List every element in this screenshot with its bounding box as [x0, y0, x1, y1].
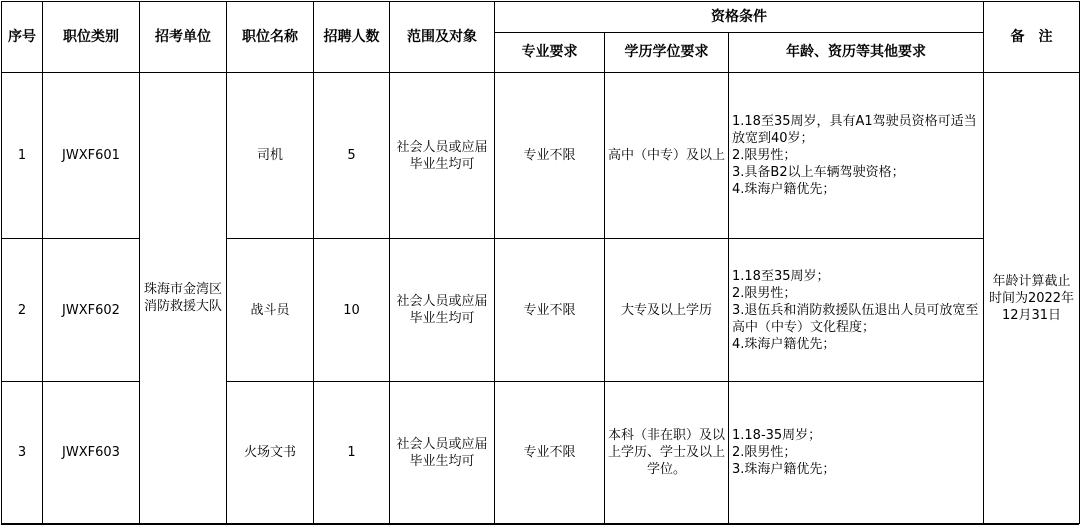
requirement-line: 1.18至35周岁，具有A1驾驶员资格可适当放宽到40岁； [732, 114, 977, 146]
table-row [2, 73, 1080, 239]
requirement-line: 2.限男性； [732, 148, 797, 163]
table-bottom-divider [1, 524, 1079, 525]
cell-scope: 社会人员或应届毕业生均可 [390, 382, 495, 524]
cell-major: 专业不限 [495, 73, 605, 239]
header-other: 年龄、资历等其他要求 [729, 33, 984, 73]
requirement-line: 1.18-35周岁； [732, 428, 822, 443]
cell-other [729, 382, 984, 524]
requirement-line: 3.具备B2以上车辆驾驶资格； [732, 165, 905, 180]
cell-scope: 社会人员或应届毕业生均可 [390, 239, 495, 382]
recruitment-table [1, 1, 1080, 524]
header-category: 职位类别 [43, 2, 140, 73]
cell-count: 10 [314, 239, 390, 382]
cell-position: 火场文书 [227, 382, 314, 524]
requirement-line: 2.限男性； [732, 445, 797, 460]
cell-seq: 2 [2, 239, 43, 382]
header-qualifications: 资格条件 [495, 2, 984, 33]
requirement-line: 4.珠海户籍优先； [732, 336, 836, 352]
cell-position: 战斗员 [227, 239, 314, 382]
cell-count: 5 [314, 73, 390, 239]
cell-other [729, 239, 984, 382]
cell-count: 1 [314, 382, 390, 524]
header-education: 学历学位要求 [605, 33, 729, 73]
header-position: 职位名称 [227, 2, 314, 73]
requirement-line: 3.珠海户籍优先； [732, 462, 836, 477]
cell-major: 专业不限 [495, 382, 605, 524]
cell-position: 司机 [227, 73, 314, 239]
requirement-line: 2.限男性； [732, 285, 797, 301]
cell-seq: 3 [2, 382, 43, 524]
header-scope: 范围及对象 [390, 2, 495, 73]
header-notes: 备 注 [984, 2, 1080, 73]
header-major: 专业要求 [495, 33, 605, 73]
header-count: 招聘人数 [314, 2, 390, 73]
cell-education: 本科（非在职）及以上学历、学士及以上学位。 [605, 382, 729, 524]
cell-category: JWXF601 [43, 73, 140, 239]
cell-notes: 年龄计算截止时间为2022年12月31日 [984, 73, 1080, 524]
cell-category: JWXF602 [43, 239, 140, 382]
cell-category: JWXF603 [43, 382, 140, 524]
cell-education: 高中（中专）及以上 [605, 73, 729, 239]
requirement-line: 1.18至35周岁； [732, 268, 830, 284]
header-unit: 招考单位 [140, 2, 227, 73]
cell-seq: 1 [2, 73, 43, 239]
header-seq: 序号 [2, 2, 43, 73]
cell-major: 专业不限 [495, 239, 605, 382]
requirement-line: 4.珠海户籍优先； [732, 182, 836, 197]
cell-education: 大专及以上学历 [605, 239, 729, 382]
cell-other [729, 73, 984, 239]
cell-scope: 社会人员或应届毕业生均可 [390, 73, 495, 239]
requirement-line: 3.退伍兵和消防救援队伍退出人员可放宽至高中（中专）文化程度； [732, 302, 979, 335]
cell-unit: 珠海市金湾区消防救援大队 [140, 73, 227, 524]
